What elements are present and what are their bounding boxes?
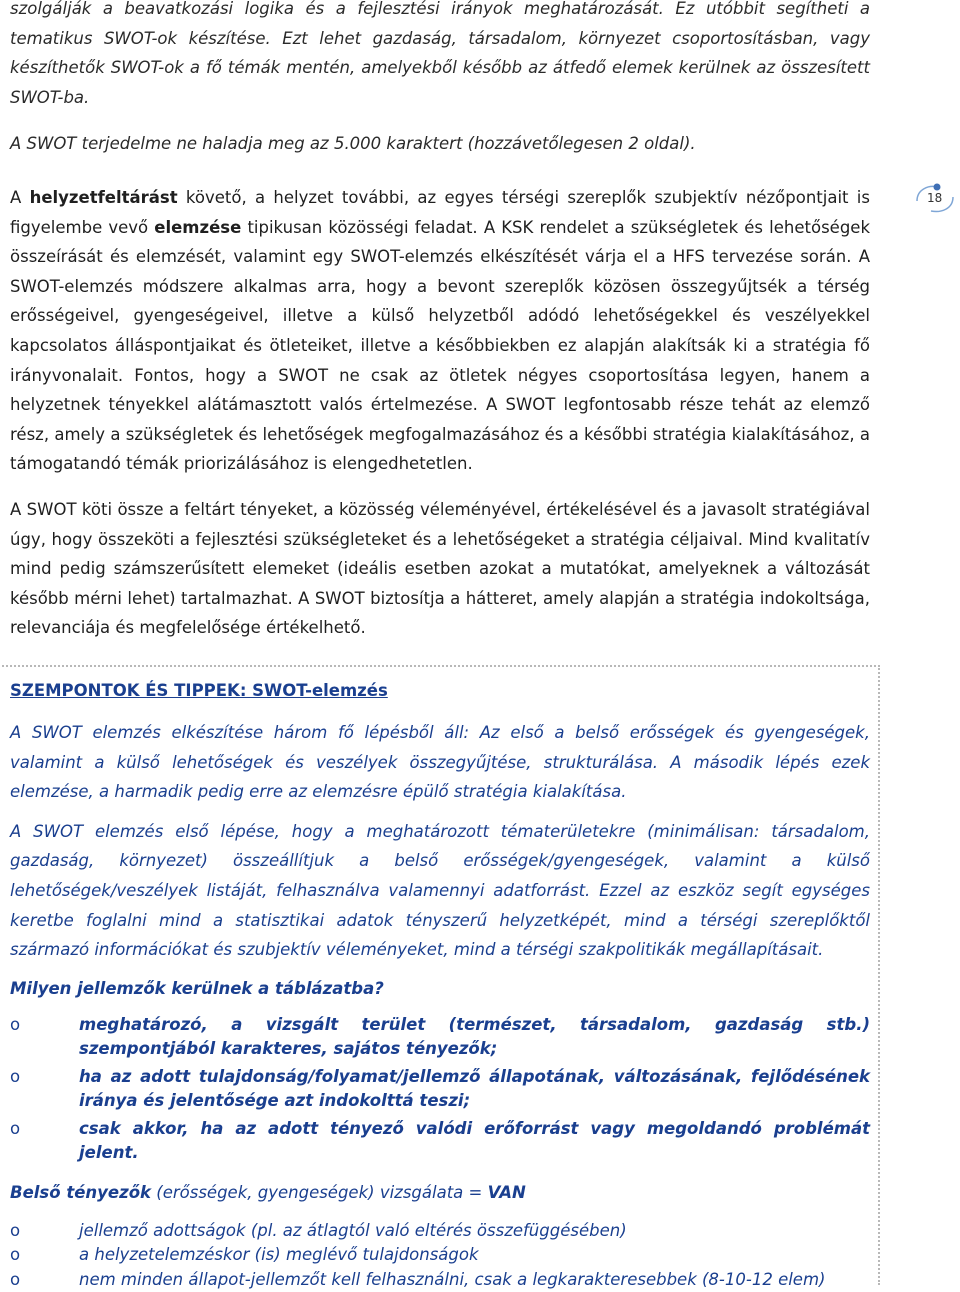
analysis-bold-1: helyzetfeltárást <box>29 188 178 207</box>
analysis-text-2: követő, a helyzet további, az egyes térségi szereplők szubjektív nézőpontjait is figyelembe vevő <box>10 188 870 237</box>
analysis-bold-2: elemzése <box>154 217 242 237</box>
page-number: 18 <box>927 191 943 205</box>
analysis-text-1: A <box>10 188 30 207</box>
bullet-marker: o <box>10 1118 21 1138</box>
scope-paragraph: A SWOT terjedelme ne haladja meg az 5.000 karaktert (hozzávetőlegesen 2 oldal). <box>10 134 696 153</box>
bullet-marker: o <box>10 1066 21 1086</box>
tips-heading: SZEMPONTOK ÉS TIPPEK: SWOT-elemzés <box>10 681 388 700</box>
tips-section <box>10 676 870 1292</box>
links-paragraph: A SWOT köti össze a feltárt tényeket, a közösség véleményével, értékelésével és a javasolt stratégiával úgy, hogy összeköti a fejlesztési szükségleteket és a lehetőségeket a stratégia céljaival. Mind kvalitatív mind pedig számszerűsített elemeket (ideális esetben azokat a mutatókat, amelyeknek a változását később mérni lehet) tartalmazhat. A SWOT biztosítja a hátteret, amely alapján a stratégia indokoltsága, relevanciája és megfelelősége értékelhető. <box>10 500 870 638</box>
internal-factors-label: Belső tényezők <box>10 1182 152 1202</box>
list-item: o jellemző adottságok (pl. az átlagtól való eltérés összefüggésében) <box>10 1219 870 1244</box>
bullet-marker: o <box>10 1014 21 1034</box>
bullet-marker: o <box>10 1245 21 1265</box>
page-number-badge <box>913 183 957 215</box>
analysis-paragraph <box>10 183 870 479</box>
list-item: o ha az adott tulajdonság/folyamat/jellemző állapotának, változásának, fejlődésének iránya és jelentősége azt indokolttá teszi; <box>10 1066 870 1111</box>
list-item: o csak akkor, ha az adott tényező valódi erőforrást vagy megoldandó problémát jelent. <box>10 1118 870 1163</box>
tips-question: Milyen jellemzők kerülnek a táblázatba? <box>10 978 384 998</box>
intro-paragraph: szolgálják a beavatkozási logika és a fejlesztési irányok meghatározását. Ez utóbbit segítheti a tematikus SWOT-ok készítése. Ezt lehet gazdaság, társadalom, környezet csoportosításban, vagy készíthetők SWOT-ok a fő témák mentén, amelyekből később az átfedő elemek kerülnek az összesített SWOT-ba. <box>10 0 870 107</box>
bullet-marker: o <box>10 1269 21 1289</box>
internal-factors-value: VAN <box>487 1182 526 1202</box>
bullet-marker: o <box>10 1220 21 1240</box>
tips-paragraph-2: A SWOT elemzés első lépése, hogy a meghatározott tématerületekre (minimálisan: társadalom, gazdaság, környezet) összeállítjuk a belső erősségek/gyengeségek, valamint a külső lehetőségek/veszélyek listáját, felhasználva valamennyi adatforrást. Ezzel az eszköz segít egységes keretbe foglalni mind a statisztikai adatok tényszerű helyzetképét, mind a térségi szereplőktől származó információkat és szubjektív véleményeket, mind a térségi szakpolitikák megállapításait. <box>10 821 870 960</box>
characteristics-list <box>10 1013 870 1166</box>
internal-factors-line: Belső tényezők (erősségek, gyengeségek) vizsgálata = VAN <box>10 1182 526 1202</box>
tips-paragraph-1: A SWOT elemzés elkészítése három fő lépésből áll: Az első a belső erősségek és gyengeségek, valamint a külső lehetőségek és veszélyek összegyűjtése, strukturálása. A második lépés ezek elemzése, a harmadik pedig erre az elemzésre épülő stratégia kialakítása. <box>10 723 870 802</box>
list-item: o nem minden állapot-jellemzőt kell felhasználni, csak a legkarakteresebbek (8-10-12 elem) <box>10 1268 870 1292</box>
list-item: o meghatározó, a vizsgált terület (természet, társadalom, gazdaság stb.) szempontjából karakteres, sajátos tényezők; <box>10 1014 870 1059</box>
analysis-text-3: tipikusan közösségi feladat. A KSK rendelet a szükségletek és lehetőségek összeírását és elemzését, valamint egy SWOT-elemzés elkészítését várja el a HFS tervezése során. A SWOT-elemzés módszere alkalmas arra, hogy a bevont szereplők közösen összegyűjtsék a térség erősségeivel, gyengeségeivel, illetve a külső helyzetből adódó lehetőségekkel és veszélyekkel kapcsolatos álláspontjaikat és ötleteiket, illetve a későbbiekben ez alapján alakítsák ki a stratégia fő irányvonalait. Fontos, hogy a SWOT ne csak az ötletek négyes csoportosítása legyen, hanem a helyzetnek tényekkel alátámasztott valós értelmezése. A SWOT legfontosabb része tehát az elemző rész, amely a szükségletek és lehetőségek megfogalmazásához és a későbbi stratégia kialakításához, a támogatandó témák priorizálásához is elengedhetetlen. <box>10 217 870 474</box>
internal-factors-list <box>10 1219 870 1292</box>
list-item: o a helyzetelemzéskor (is) meglévő tulajdonságok <box>10 1243 870 1268</box>
